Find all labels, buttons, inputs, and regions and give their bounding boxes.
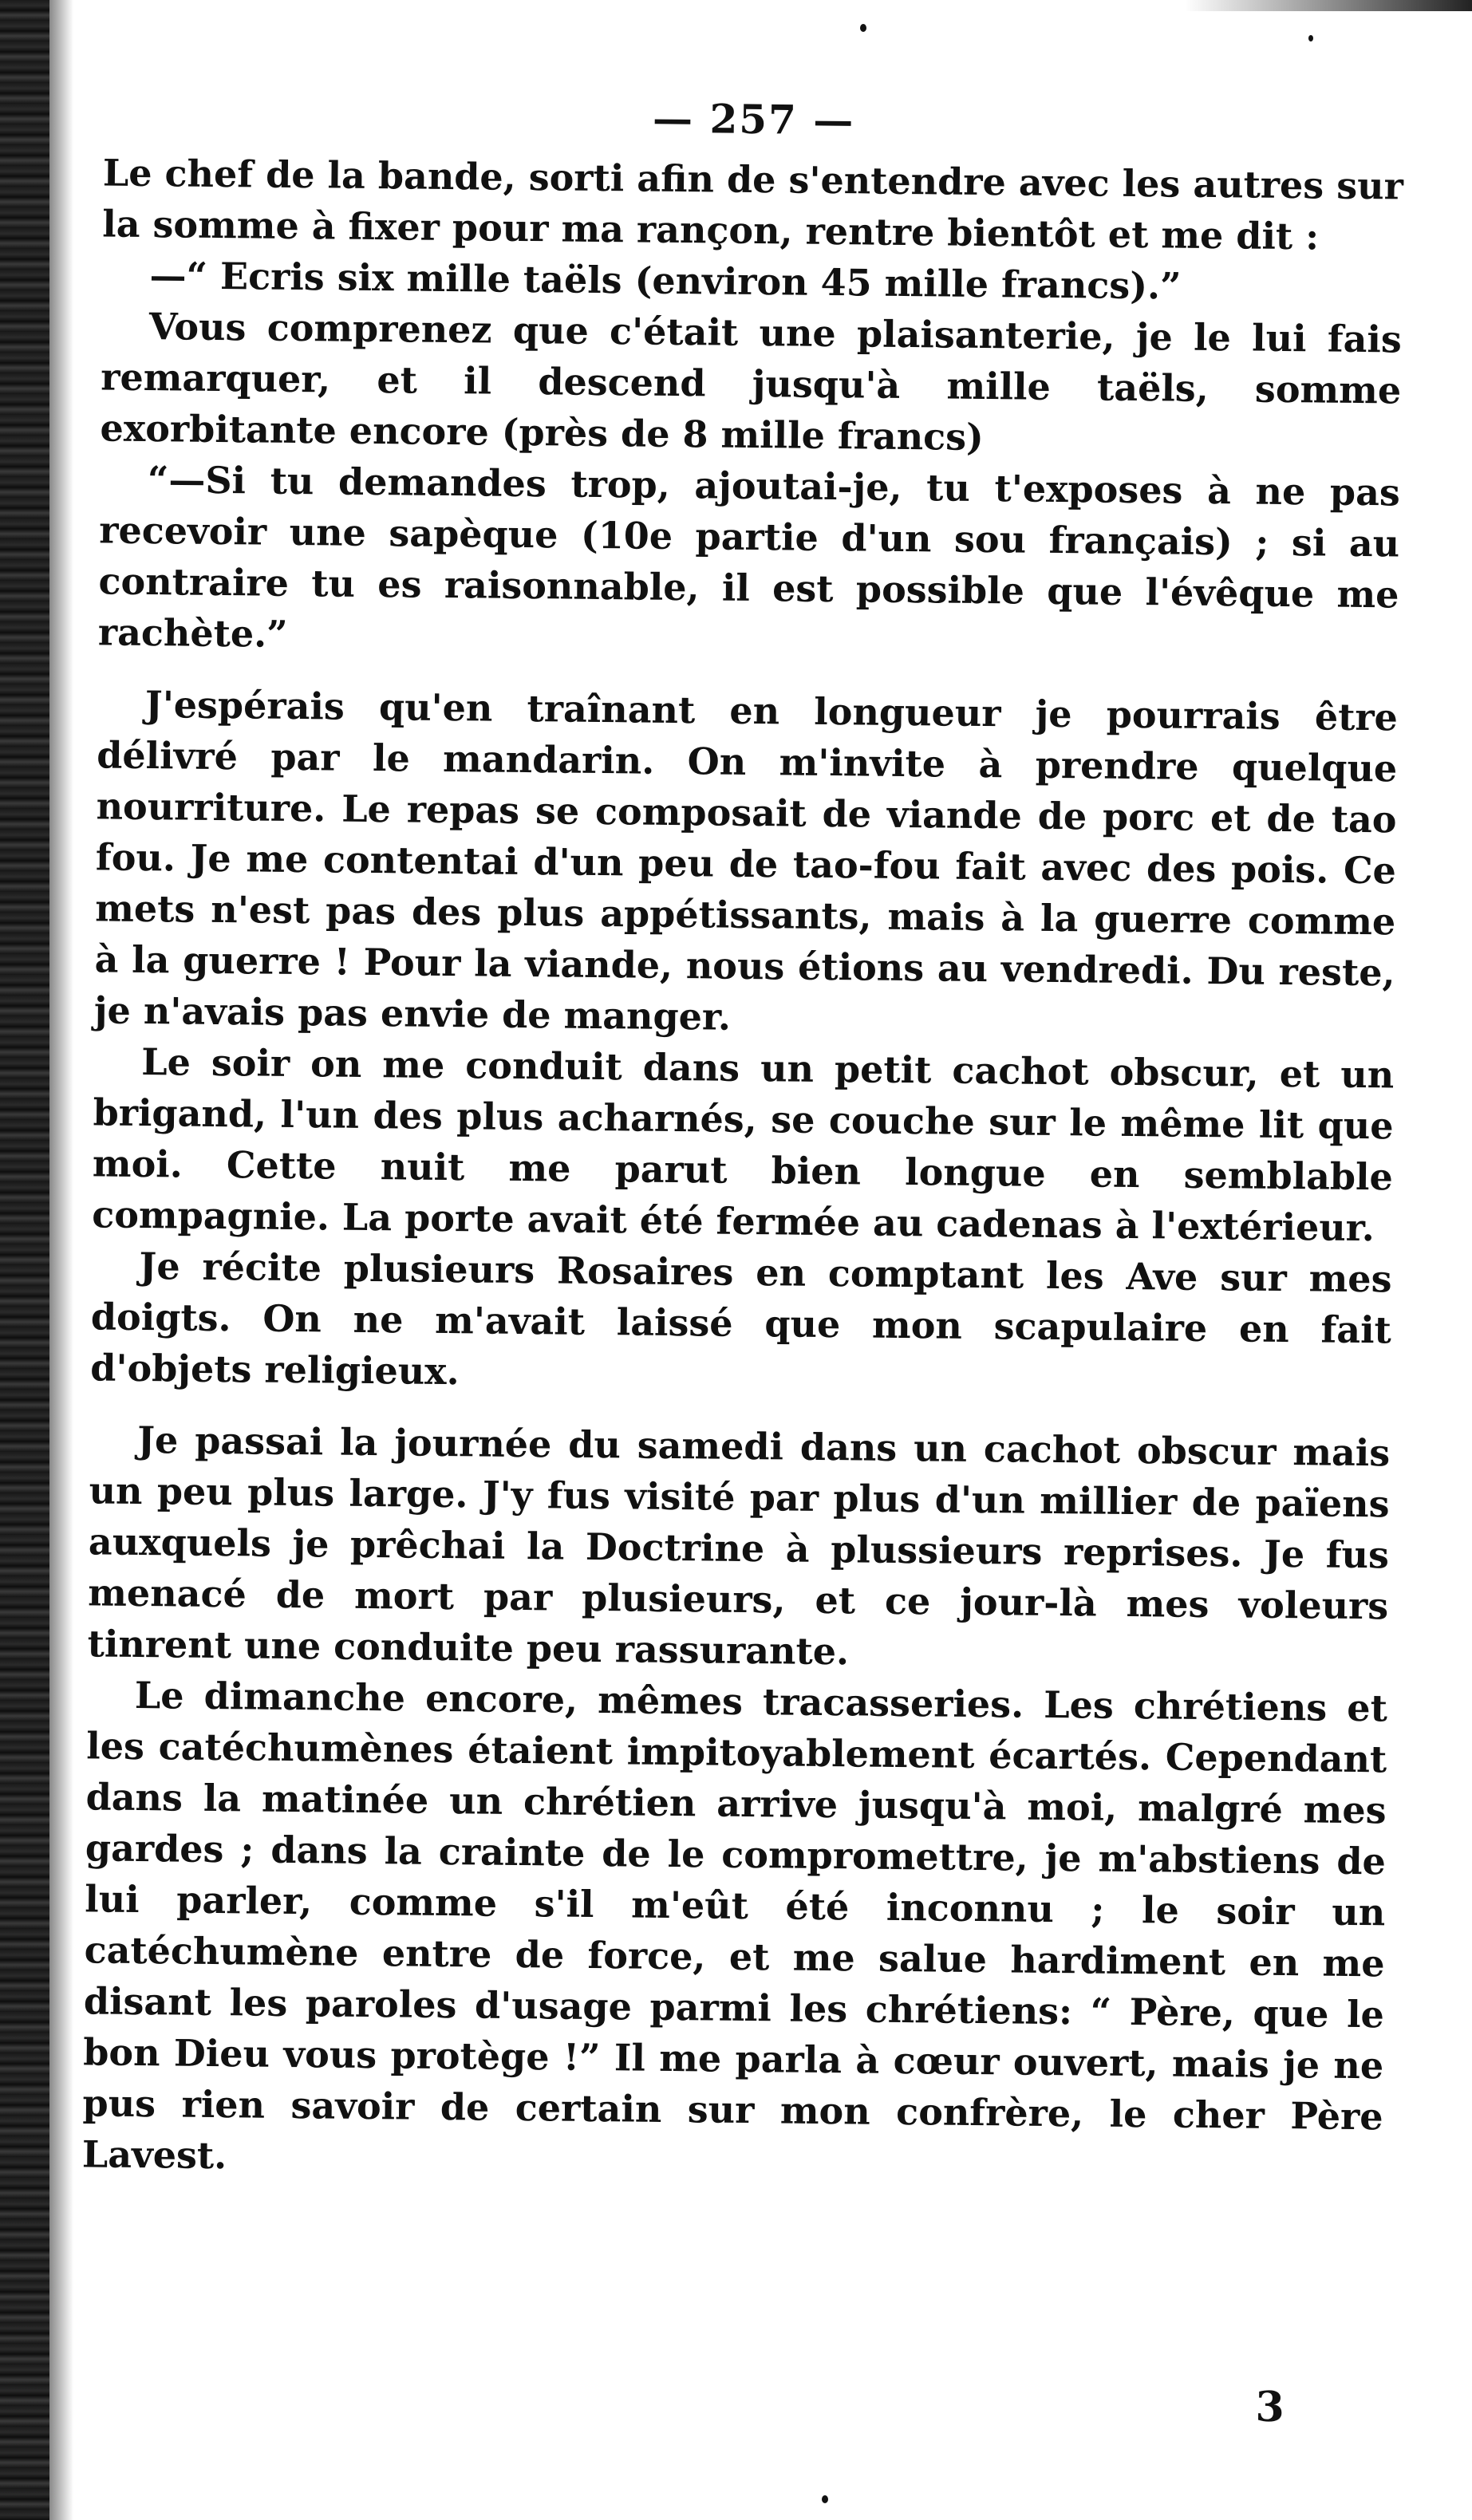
paragraph: Je passai la journée du samedi dans un cachot obscur mais un peu plus large. J'y fus visité par plus d'un millier de païens auxquels je prêchai la Doctrine à plussieurs reprises. Je fus menacé de mort par plusieurs, et ce jour-là mes voleurs tinrent une conduite peu rassurante. xyxy=(87,1418,1391,1674)
paragraph: Vous comprenez que c'était une plaisanterie, je le lui fais remarquer, et il descend jusqu'à mille taëls, somme exorbitante encore (près de 8 mille francs) xyxy=(100,305,1403,459)
scan-binding-shadow xyxy=(0,0,49,2520)
paragraph: J'espérais qu'en traînant en longueur je pourrais être délivré par le mandarin. On m'invite à prendre quelque nourriture. Le repas se composait de viande de porc et de tao fou. Je me contentai d'un peu de tao-fou fait avec des pois. Ce mets n'est pas des plus appétissants, mais à la guerre comme à la guerre ! Pour la viande, nous étions au vendredi. Du reste, je n'avais pas envie de manger. xyxy=(93,683,1399,1039)
paragraph: Je récite plusieurs Rosaires en comptant les Ave sur mes doigts. On ne m'avait laissé que mon scapulaire en fait d'objets religieux. xyxy=(89,1244,1392,1394)
paragraph: “—Si tu demandes trop, ajoutai-je, tu t'exposes à ne pas recevoir une sapèque (10e partie d'un sou français) ; si au contraire tu es raisonnable, il est possible que l'évêque me rachète.” xyxy=(97,458,1401,656)
scan-speck xyxy=(860,24,866,32)
scan-top-edge xyxy=(1185,0,1472,11)
page-number: — 257 — xyxy=(652,94,855,144)
scan-speck xyxy=(822,2495,828,2503)
scan-speck xyxy=(1308,35,1313,41)
paragraph: —“ Ecris six mille taëls (environ 45 mille francs).” xyxy=(149,254,1182,308)
book-page xyxy=(79,89,1404,2463)
paragraph: Le soir on me conduit dans un petit cachot obscur, et un brigand, l'un des plus acharnés, se couche sur le même lit que moi. Cette nuit me parut bien longue en semblable compagnie. La porte avait été fermée au cadenas à l'extérieur. xyxy=(91,1040,1395,1250)
signature-mark: 3 xyxy=(1255,2382,1285,2432)
paragraph: Le dimanche encore, mêmes tracasseries. Les chrétiens et les catéchumènes étaient impitoyablement écartés. Cependant dans la matinée un chrétien arrive jusqu'à moi, malgré mes gardes ; dans la crainte de le compromettre, je m'abstiens de lui parler, comme s'il m'eût été inconnu ; le soir un catéchumène entre de force, et me salue hardiment en me disant les paroles d'usage parmi les chrétiens: “ Père, que le bon Dieu vous protège !” Il me parla à cœur ouvert, mais je ne pus rien savoir de certain sur mon confrère, le cher Père Lavest. xyxy=(81,1673,1388,2178)
scan-binding-fade xyxy=(49,0,73,2520)
paragraph: Le chef de la bande, sorti afin de s'entendre avec les autres sur la somme à fixer pour ma rançon, rentre bientôt et me dit : xyxy=(101,151,1404,258)
